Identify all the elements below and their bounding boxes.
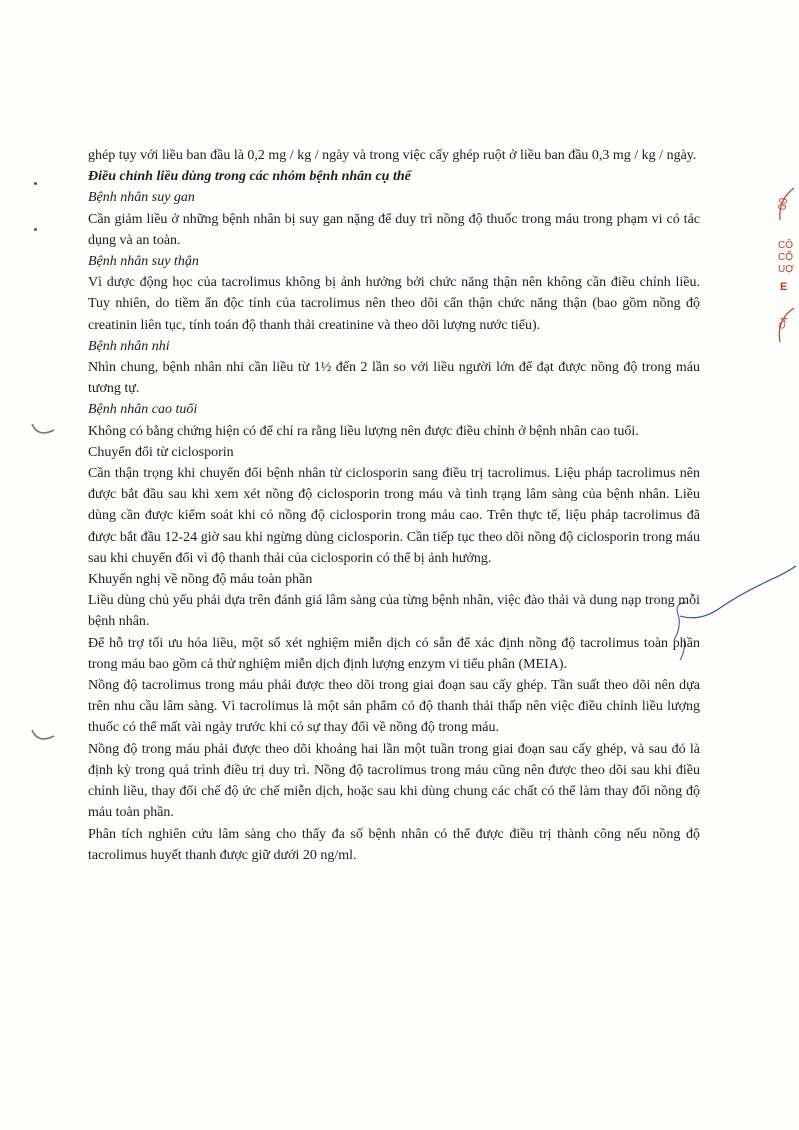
stamp-text: E [780, 281, 788, 293]
paragraph: Cần thận trọng khi chuyển đổi bệnh nhân từ ciclosporin sang điều trị tacrolimus. Liệu pháp tacrolimus nên được bắt đầu sau khi xem xét nồng độ ciclosporin trong máu và tình trạng lâm sàng của bệnh nhân. Liều dùng cần được kiểm soát khi có nồng độ ciclosporin trong máu cao. Trên thực tế, liệu pháp tacrolimus đã được bắt đầu 12-24 giờ sau khi ngừng dùng ciclosporin. Cần tiếp tục theo dõi nồng độ ciclosporin trong máu sau khi chuyển đổi vì độ thanh thải của ciclosporin có thể bị ảnh hưởng. [88, 466, 700, 566]
paragraph: Để hỗ trợ tối ưu hóa liều, một số xét nghiệm miễn dịch có sẵn để xác định nồng độ tacrolimus toàn phần trong máu bao gồm cả thử nghiệm miễn dịch định lượng enzym vi tiểu phân (MEIA). [88, 635, 700, 672]
paragraph: Vì dược động học của tacrolimus không bị ảnh hưởng bởi chức năng thận nên không cần điều chỉnh liều. Tuy nhiên, do tiềm ẩn độc tính của tacrolimus nên theo dõi cẩn thận chức năng thận (bao gồm nồng độ creatinin liên tục, tính toán độ thanh thải creatinine và theo dõi lượng nước tiểu). [88, 275, 700, 333]
paragraph: Cần giảm liều ở những bệnh nhân bị suy gan nặng để duy trì nồng độ thuốc trong máu trong phạm vi có tác dụng và an toàn. [88, 211, 700, 248]
paragraph: Liều dùng chủ yếu phải dựa trên đánh giá lâm sàng của từng bệnh nhân, việc đào thải và dung nạp trong mỗi bệnh nhân. [88, 593, 700, 630]
punch-hole-mark [30, 420, 56, 442]
subheading: Bệnh nhân nhi [88, 338, 170, 354]
section-heading: Điều chỉnh liều dùng trong các nhóm bệnh nhân cụ thể [88, 169, 411, 185]
stamp-text: CA [775, 315, 790, 331]
paragraph: Nồng độ trong máu phải được theo dõi khoảng hai lần một tuần trong giai đoạn sau cấy ghép, và sau đó là định kỳ trong quá trình điều trị duy trì. Nồng độ tacrolimus trong máu cũng nên được theo dõi sau khi điều chỉnh liều, thay đổi chế độ ức chế miễn dịch, hoặc sau khi dùng chung các chất có thể làm thay đổi nồng độ máu toàn phần. [88, 741, 700, 821]
paragraph: Nhìn chung, bệnh nhân nhi cần liều từ 1½ đến 2 lần so với liều người lớn để đạt được nồng độ trong máu tương tự. [88, 360, 700, 397]
margin-dot [34, 228, 37, 231]
paragraph: Nồng độ tacrolimus trong máu phải được theo dõi trong giai đoạn sau cấy ghép. Tần suất theo dõi nên dựa trên nhu cầu lâm sàng. Vì tacrolimus là một sản phẩm có độ thanh thải thấp nên việc điều chỉnh liều lượng thuốc có thể mất vài ngày trước khi có sự thay đổi về nồng độ trong máu. [88, 678, 700, 736]
punch-hole-mark [30, 726, 56, 748]
stamp-text: 00 [776, 197, 791, 212]
margin-dot [34, 182, 37, 185]
subheading: Chuyển đổi từ ciclosporin [88, 444, 234, 460]
subheading: Khuyến nghị về nồng độ máu toàn phần [88, 572, 313, 588]
paragraph: Không có bằng chứng hiện có để chỉ ra rằng liều lượng nên được điều chỉnh ở bệnh nhân cao tuổi. [88, 423, 639, 439]
subheading: Bệnh nhân cao tuổi [88, 402, 198, 418]
stamp-text: CỔ [778, 252, 793, 263]
document-body [88, 145, 700, 866]
stamp-text: UỢ [778, 264, 794, 275]
paragraph: ghép tụy với liều ban đầu là 0,2 mg / kg / ngày và trong việc cấy ghép ruột ở liều ban đầu 0,3 mg / kg / ngày. [88, 148, 697, 163]
paragraph: Phân tích nghiên cứu lâm sàng cho thấy đa số bệnh nhân có thể được điều trị thành công nếu nồng độ tacrolimus huyết thanh được giữ dưới 20 ng/ml. [88, 826, 700, 863]
stamp-fragment [772, 180, 799, 360]
subheading: Bệnh nhân suy gan [88, 190, 195, 206]
stamp-text: CÔ [778, 240, 793, 251]
subheading: Bệnh nhân suy thận [88, 254, 199, 270]
